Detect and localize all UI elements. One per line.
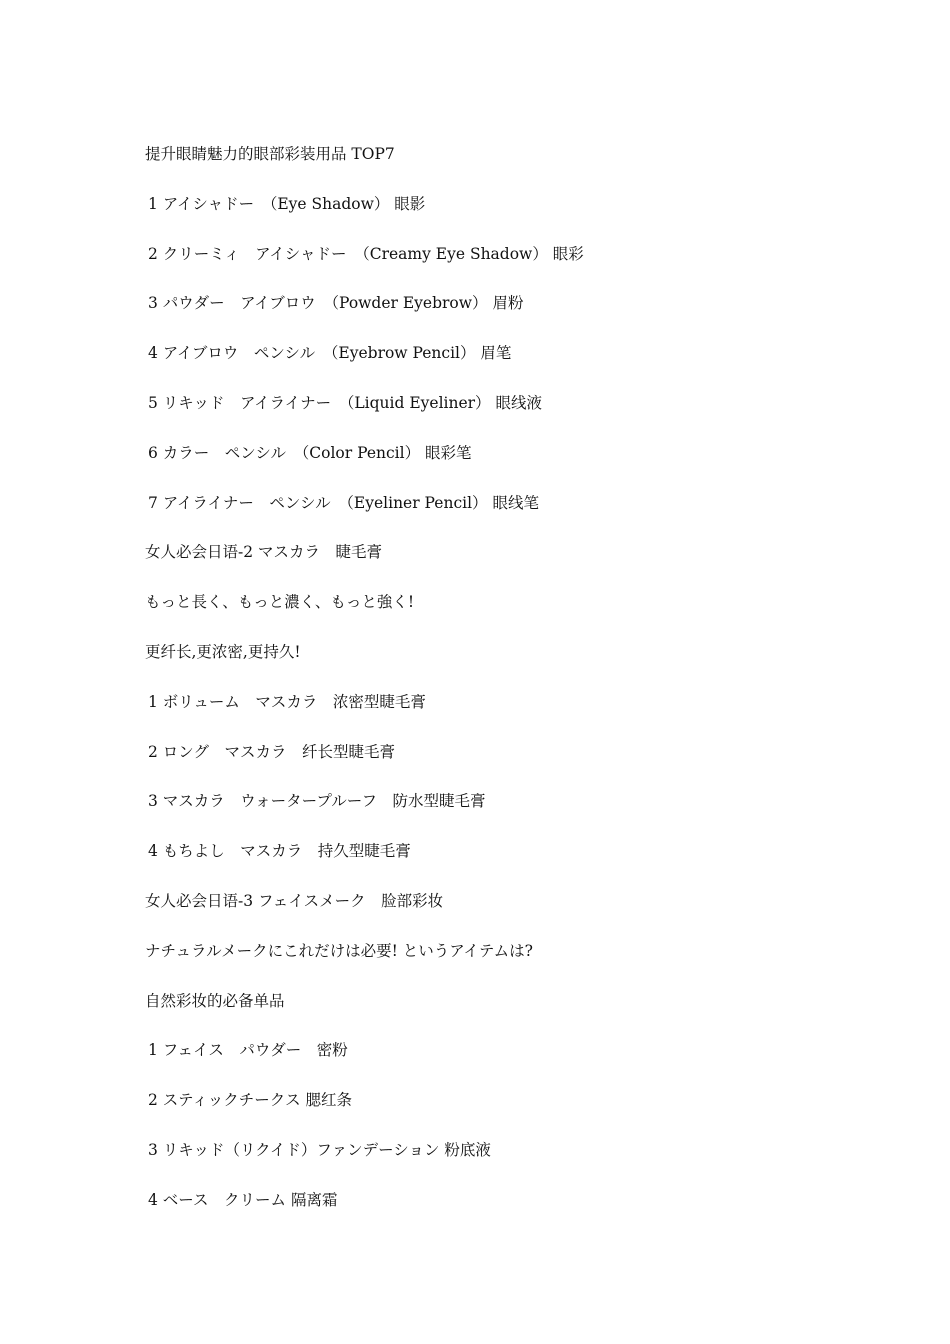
text-line: 自然彩妆的必备单品	[145, 991, 285, 1010]
text-line: 1 ボリューム マスカラ 浓密型睫毛膏	[148, 692, 426, 711]
text-line: 女人必会日语-3 フェイスメーク 脸部彩妆	[145, 891, 444, 910]
text-line: 7 アイライナー ペンシル （Eyeliner Pencil） 眼线笔	[148, 493, 539, 512]
text-line: 4 アイブロウ ペンシル （Eyebrow Pencil） 眉笔	[148, 344, 512, 363]
text-line: 3 リキッド（リクイド）ファンデーション 粉底液	[148, 1140, 491, 1159]
text-line: ナチュラルメークにこれだけは必要! というアイテムは?	[145, 941, 533, 960]
text-line: 2 スティックチークス 腮红条	[148, 1091, 353, 1110]
text-line: もっと長く、もっと濃く、もっと強く!	[145, 593, 415, 612]
text-line: 2 ロング マスカラ 纤长型睫毛膏	[148, 742, 395, 761]
text-line: 4 ベース クリーム 隔离霜	[148, 1190, 338, 1209]
text-line: 女人必会日语-2 マスカラ 睫毛膏	[145, 543, 383, 562]
text-line: 3 パウダー アイブロウ （Powder Eyebrow） 眉粉	[148, 294, 524, 313]
text-line: 4 もちよし マスカラ 持久型睫毛膏	[148, 842, 411, 861]
text-line: 2 クリーミィ アイシャドー （Creamy Eye Shadow） 眼彩	[148, 244, 584, 263]
text-line: 5 リキッド アイライナー （Liquid Eyeliner） 眼线液	[148, 393, 542, 412]
text-lines	[145, 141, 905, 1237]
text-line: 提升眼睛魅力的眼部彩装用品 TOP7	[145, 145, 395, 163]
text-line: 3 マスカラ ウォータープルーフ 防水型睫毛膏	[148, 792, 486, 811]
text-line: 更纤长,更浓密,更持久!	[145, 642, 301, 661]
text-line: 1 フェイス パウダー 密粉	[148, 1041, 348, 1060]
text-line: 6 カラー ペンシル （Color Pencil） 眼彩笔	[148, 443, 472, 462]
text-line: 1 アイシャドー （Eye Shadow） 眼影	[148, 194, 426, 213]
